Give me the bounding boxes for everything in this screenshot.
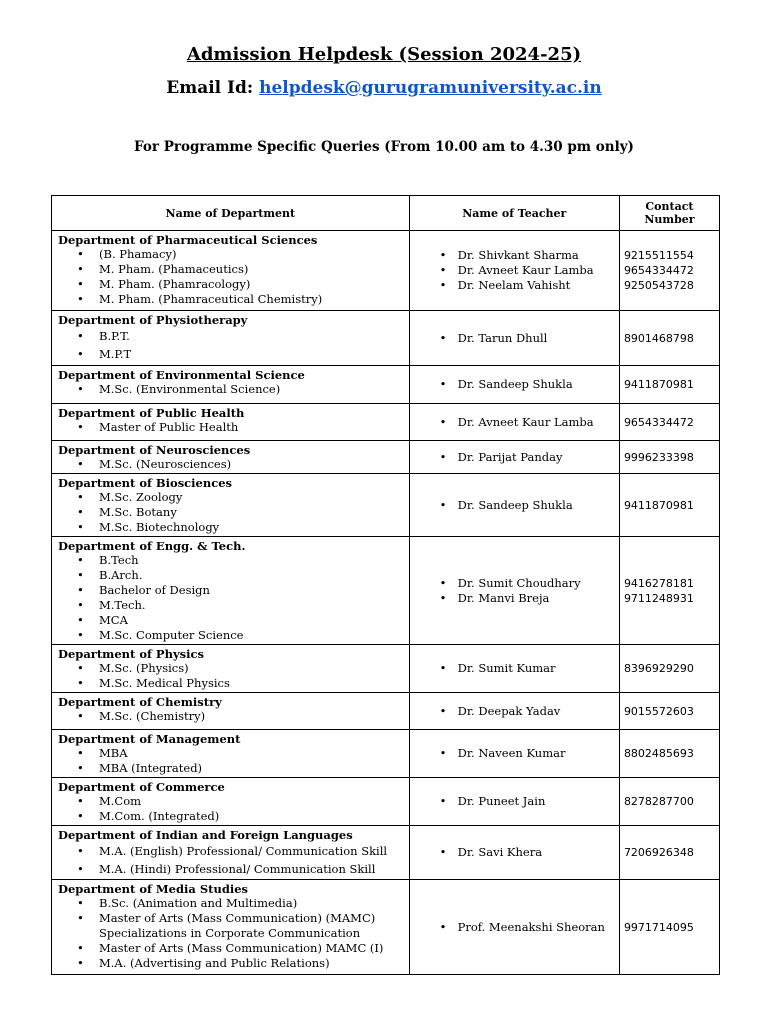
teacher-item: • Dr. Sandeep Shukla: [414, 498, 615, 513]
table-row: [52, 645, 720, 693]
programme-item: • Master of Arts (Mass Communication) (MAMC) Specializations in Corporate Communication: [58, 911, 405, 941]
department-cell: [52, 880, 410, 975]
programme-item: • M.A. (Hindi) Professional/ Communication Skill: [58, 860, 405, 878]
contact-number: 9411870981: [623, 498, 694, 512]
department-cell: [52, 404, 410, 441]
teacher-cell: [409, 693, 619, 730]
teacher-list: [414, 794, 615, 809]
programme-item: • MCA: [58, 613, 405, 628]
programme-item: • M.Com: [58, 794, 405, 809]
programme-item: • Master of Public Health: [58, 420, 405, 435]
programme-item: • B.Tech: [58, 553, 405, 568]
teacher-item: • Dr. Naveen Kumar: [414, 746, 615, 761]
department-name: Department of Physiotherapy: [58, 313, 248, 327]
table-row: [52, 826, 720, 880]
programme-item: • B.Sc. (Animation and Multimedia): [58, 896, 405, 911]
contact-cell: [619, 231, 719, 311]
programme-item: • M.Sc. (Chemistry): [58, 709, 405, 724]
contact-number: 9015572603: [623, 704, 694, 718]
contact-cell: [619, 778, 719, 826]
teacher-cell: [409, 730, 619, 778]
programme-list: [58, 661, 405, 691]
contact-cell: [619, 441, 719, 474]
programme-list: [58, 553, 405, 643]
helpdesk-table: [51, 195, 720, 975]
contact-number: 8396929290: [623, 662, 694, 675]
department-cell: [52, 730, 410, 778]
email-link[interactable]: helpdesk@gurugramuniversity.ac.in: [259, 78, 602, 98]
teacher-item: • Dr. Sumit Kumar: [414, 661, 615, 676]
teacher-cell: [409, 880, 619, 975]
programme-item: • M.A. (English) Professional/ Communication Skill: [58, 842, 405, 860]
teacher-item: • Dr. Sumit Choudhary: [414, 576, 615, 591]
programme-item: • M.A. (Advertising and Public Relations): [58, 956, 405, 971]
table-row: [52, 778, 720, 826]
programme-item: • MBA: [58, 746, 405, 761]
teacher-cell: [409, 404, 619, 441]
contact-number: 9654334472: [623, 264, 694, 277]
contact-cell: [619, 366, 719, 404]
teacher-item: • Dr. Avneet Kaur Lamba: [414, 415, 615, 430]
teacher-cell: [409, 311, 619, 366]
contact-cell: [619, 826, 719, 880]
department-cell: [52, 826, 410, 880]
programme-item: • M.Sc. (Neurosciences): [58, 457, 405, 472]
contact-number: 9215511554: [623, 249, 694, 262]
teacher-item: • Dr. Sandeep Shukla: [414, 377, 615, 392]
teacher-list: [414, 498, 615, 513]
contact-number: 9711248931: [623, 591, 694, 605]
programme-item: • M.Tech.: [58, 598, 405, 613]
department-name: Department of Media Studies: [58, 882, 249, 896]
teacher-item: • Prof. Meenakshi Sheoran: [414, 920, 615, 935]
programme-item: • M.Sc. Biotechnology: [58, 520, 405, 535]
contact-number: 9971714095: [623, 920, 694, 934]
table-row: [52, 693, 720, 730]
department-name: Department of Pharmaceutical Sciences: [58, 233, 318, 247]
teacher-item: • Dr. Puneet Jain: [414, 794, 615, 809]
department-name: Department of Biosciences: [58, 476, 233, 490]
department-cell: [52, 537, 410, 645]
contact-cell: [619, 645, 719, 693]
department-cell: [52, 645, 410, 693]
table-row: [52, 730, 720, 778]
contact-number: 8802485693: [623, 747, 694, 760]
department-name: Department of Neurosciences: [58, 443, 251, 457]
table-row: [52, 474, 720, 537]
programme-list: [58, 327, 405, 363]
programme-item: • B.P.T.: [58, 327, 405, 345]
programme-list: [58, 896, 405, 971]
programme-list: [58, 490, 405, 535]
teacher-cell: [409, 366, 619, 404]
teacher-list: [414, 845, 615, 860]
teacher-item: • Dr. Parijat Panday: [414, 450, 615, 465]
department-cell: [52, 778, 410, 826]
department-cell: [52, 441, 410, 474]
table-row: [52, 441, 720, 474]
teacher-cell: [409, 231, 619, 311]
teacher-list: [414, 576, 615, 606]
programme-list: [58, 457, 405, 472]
teacher-list: [414, 377, 615, 392]
email-label: Email Id:: [166, 78, 254, 98]
department-cell: [52, 311, 410, 366]
contact-cell: [619, 404, 719, 441]
contact-cell: [619, 474, 719, 537]
programme-item: • M. Pham. (Phamracology): [58, 277, 405, 292]
contact-number: 8901468798: [623, 331, 694, 345]
teacher-list: [414, 331, 615, 346]
teacher-cell: [409, 778, 619, 826]
programme-item: • M.Com. (Integrated): [58, 809, 405, 824]
department-name: Department of Public Health: [58, 406, 245, 420]
department-name: Department of Engg. & Tech.: [58, 539, 246, 553]
department-name: Department of Management: [58, 732, 241, 746]
teacher-item: • Dr. Savi Khera: [414, 845, 615, 860]
contact-number: 8278287700: [623, 795, 694, 808]
programme-item: • M.Sc. Computer Science: [58, 628, 405, 643]
header-teacher: Name of Teacher: [409, 196, 619, 231]
programme-item: • M.Sc. (Environmental Science): [58, 382, 405, 397]
programme-item: • (B. Phamacy): [58, 247, 405, 262]
contact-number: 9250543728: [623, 279, 694, 292]
programme-item: • M. Pham. (Phamraceutical Chemistry): [58, 292, 405, 307]
teacher-cell: [409, 441, 619, 474]
subtitle: For Programme Specific Queries (From 10.00 am to 4.30 pm only): [134, 139, 634, 155]
teacher-cell: [409, 826, 619, 880]
programme-list: [58, 247, 405, 307]
department-cell: [52, 366, 410, 404]
department-cell: [52, 231, 410, 311]
teacher-item: • Dr. Avneet Kaur Lamba: [414, 263, 615, 278]
department-name: Department of Indian and Foreign Languages: [58, 828, 353, 842]
programme-list: [58, 382, 405, 397]
programme-item: • M.Sc. Medical Physics: [58, 676, 405, 691]
table-row: [52, 366, 720, 404]
header-contact: Contact Number: [619, 196, 719, 231]
teacher-cell: [409, 645, 619, 693]
teacher-item: • Dr. Tarun Dhull: [414, 331, 615, 346]
table-row: [52, 880, 720, 975]
email-line: [0, 78, 768, 98]
programme-item: • Bachelor of Design: [58, 583, 405, 598]
contact-cell: [619, 693, 719, 730]
teacher-list: [414, 704, 615, 719]
programme-item: • M.P.T: [58, 345, 405, 363]
table-row: [52, 404, 720, 441]
teacher-list: [414, 661, 615, 676]
programme-list: [58, 709, 405, 724]
teacher-cell: [409, 537, 619, 645]
teacher-cell: [409, 474, 619, 537]
teacher-list: [414, 746, 615, 761]
teacher-item: • Dr. Neelam Vahisht: [414, 278, 615, 293]
contact-cell: [619, 880, 719, 975]
department-name: Department of Physics: [58, 647, 204, 661]
table-header-row: [52, 196, 720, 231]
header-department: Name of Department: [52, 196, 410, 231]
teacher-list: [414, 248, 615, 293]
table-row: [52, 231, 720, 311]
contact-number: 9654334472: [623, 415, 694, 429]
department-name: Department of Chemistry: [58, 695, 222, 709]
programme-item: • MBA (Integrated): [58, 761, 405, 776]
programme-item: • M.Sc. Zoology: [58, 490, 405, 505]
contact-number: 9416278181: [623, 576, 694, 590]
teacher-item: • Dr. Deepak Yadav: [414, 704, 615, 719]
contact-number: 9996233398: [623, 450, 694, 464]
department-name: Department of Environmental Science: [58, 368, 305, 382]
teacher-list: [414, 450, 615, 465]
department-name: Department of Commerce: [58, 780, 225, 794]
programme-item: • M. Pham. (Phamaceutics): [58, 262, 405, 277]
teacher-item: • Dr. Shivkant Sharma: [414, 248, 615, 263]
programme-item: • B.Arch.: [58, 568, 405, 583]
contact-cell: [619, 311, 719, 366]
programme-list: [58, 842, 405, 878]
department-cell: [52, 474, 410, 537]
contact-cell: [619, 730, 719, 778]
table-row: [52, 537, 720, 645]
page-title: Admission Helpdesk (Session 2024-25): [186, 44, 582, 65]
department-cell: [52, 693, 410, 730]
programme-item: • Master of Arts (Mass Communication) MAMC (I): [58, 941, 405, 956]
programme-item: • M.Sc. (Physics): [58, 661, 405, 676]
programme-list: [58, 794, 405, 824]
programme-list: [58, 420, 405, 435]
teacher-item: • Dr. Manvi Breja: [414, 591, 615, 606]
contact-number: 9411870981: [623, 378, 694, 391]
teacher-list: [414, 920, 615, 935]
table-row: [52, 311, 720, 366]
teacher-list: [414, 415, 615, 430]
contact-number: 7206926348: [623, 846, 694, 859]
contact-cell: [619, 537, 719, 645]
programme-item: • M.Sc. Botany: [58, 505, 405, 520]
programme-list: [58, 746, 405, 776]
